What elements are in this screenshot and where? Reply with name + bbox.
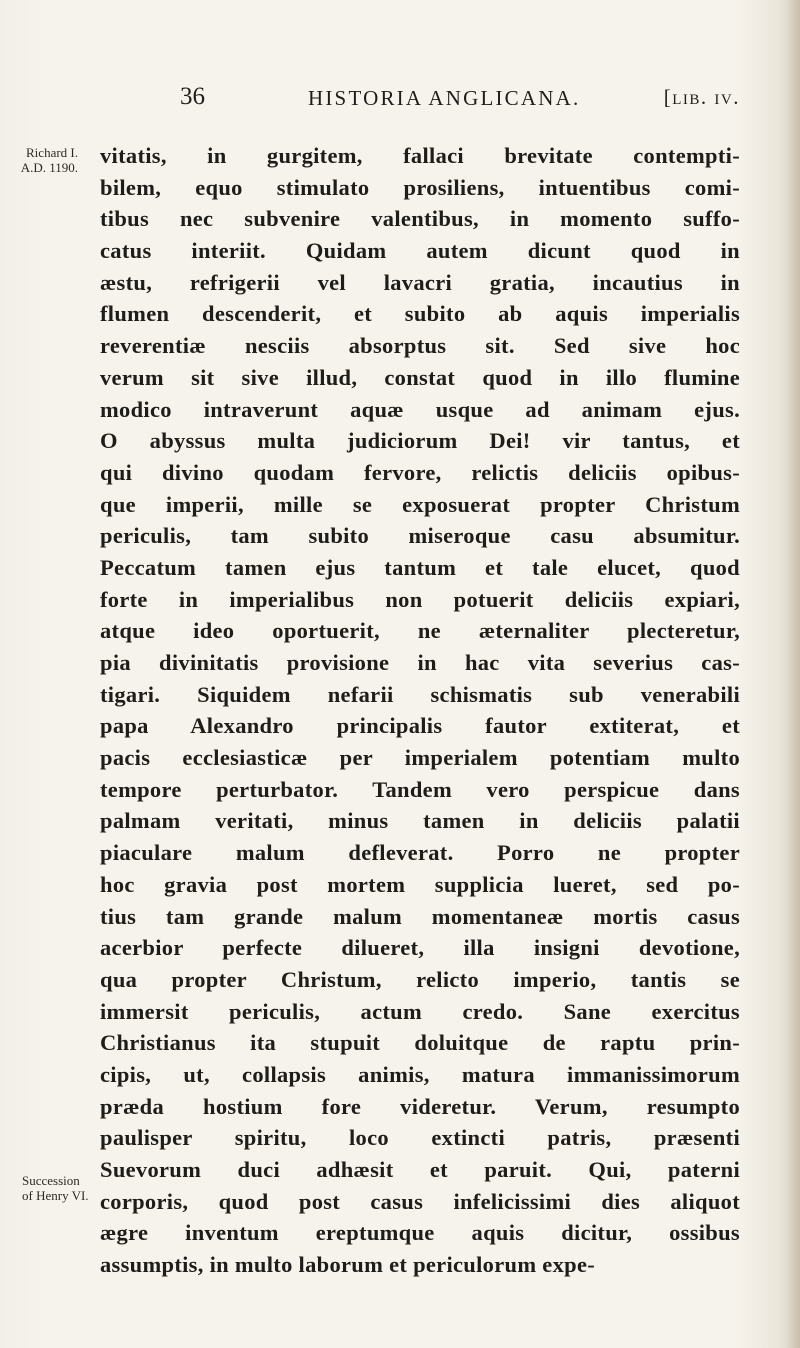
body-text	[100, 140, 740, 1281]
text-line: qui divino quodam fervore, relictis deliciis opibus-	[100, 459, 740, 485]
text-line: modico intraverunt aquæ usque ad animam ejus.	[100, 396, 740, 422]
margin-note-line: Succession	[22, 1173, 80, 1188]
text-line: tius tam grande malum momentaneæ mortis casus	[100, 903, 740, 929]
text-line: tibus nec subvenire valentibus, in momento suffo-	[100, 206, 740, 232]
text-line: periculis, tam subito miseroque casu absumitur.	[100, 523, 740, 549]
margin-note-reign-date	[20, 145, 78, 175]
margin-note-succession	[22, 1173, 89, 1203]
text-line: pia divinitatis provisione in hac vita severius cas-	[100, 650, 740, 675]
text-line: bilem, equo stimulato prosiliens, intuentibus comi-	[100, 174, 740, 200]
text-line: papa Alexandro principalis fautor extiterat, et	[100, 713, 740, 739]
text-line: atque ideo oportuerit, ne æternaliter plecteretur,	[100, 618, 740, 644]
text-line: hoc gravia post mortem supplicia lueret, sed po-	[100, 871, 740, 897]
text-line: palmam veritati, minus tamen in deliciis palatii	[100, 808, 740, 834]
text-line: que imperii, mille se exposuerat propter Christum	[100, 491, 740, 517]
text-line: O abyssus multa judiciorum Dei! vir tantus, et	[100, 428, 740, 454]
text-line: præda hostium fore videretur. Verum, resumpto	[100, 1093, 740, 1119]
page-number: 36	[180, 83, 205, 110]
text-line: æstu, refrigerii vel lavacri gratia, incautius in	[100, 269, 740, 295]
text-line: verum sit sive illud, constat quod in illo flumine	[100, 364, 740, 390]
page-edge-shadow	[786, 0, 800, 1348]
text-line: cipis, ut, collapsis animis, matura immanissimorum	[100, 1061, 740, 1087]
margin-note-line: A.D. 1190.	[20, 160, 78, 175]
text-line: reverentiæ nesciis absorptus sit. Sed sive hoc	[100, 333, 740, 359]
text-line: qua propter Christum, relicto imperio, tantis se	[100, 966, 740, 992]
text-line: acerbior perfecte dilueret, illa insigni devotione,	[100, 935, 740, 961]
text-line: tempore perturbator. Tandem vero perspicue dans	[100, 776, 740, 802]
text-line: flumen descenderit, et subito ab aquis imperialis	[100, 301, 740, 327]
text-line: ægre inventum ereptumque aquis dicitur, ossibus	[100, 1220, 740, 1246]
text-line: paulisper spiritu, loco extincti patris, præsenti	[100, 1125, 740, 1151]
text-line: piaculare malum defleverat. Porro ne propter	[100, 840, 740, 866]
text-line: catus interiit. Quidam autem dicunt quod in	[100, 238, 740, 264]
text-line: Suevorum duci adhæsit et paruit. Qui, paterni	[100, 1157, 740, 1182]
margin-note-line: Richard I.	[26, 145, 78, 160]
text-line: pacis ecclesiasticæ per imperialem potentiam multo	[100, 745, 740, 771]
book-reference: [lib. iv.	[663, 85, 740, 109]
text-line: Christianus ita stupuit doluitque de raptu prin-	[100, 1030, 740, 1056]
text-line: forte in imperialibus non potuerit deliciis expiari,	[100, 586, 740, 612]
text-line: immersit periculis, actum credo. Sane exercitus	[100, 998, 740, 1024]
running-title: HISTORIA ANGLICANA.	[308, 86, 581, 110]
text-line: Peccatum tamen ejus tantum et tale elucet, quod	[100, 554, 740, 580]
running-header	[180, 82, 740, 122]
text-line: vitatis, in gurgitem, fallaci brevitate contempti-	[100, 143, 740, 168]
text-line: tigari. Siquidem nefarii schismatis sub venerabili	[100, 681, 740, 707]
text-line: assumptis, in multo laborum et periculorum expe-	[100, 1252, 596, 1278]
text-line: corporis, quod post casus infelicissimi dies aliquot	[100, 1188, 740, 1214]
margin-note-line: of Henry VI.	[22, 1188, 89, 1203]
